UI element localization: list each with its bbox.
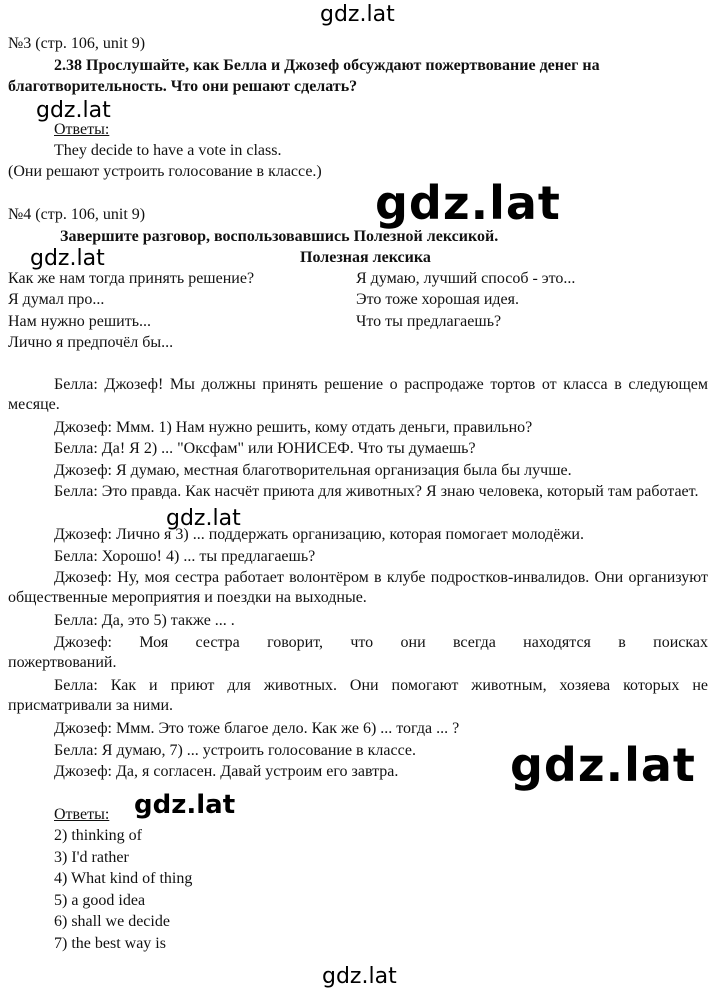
answer-item: 3) I'd rather bbox=[54, 849, 129, 866]
useful-right-1: Я думаю, лучший способ - это... bbox=[356, 270, 576, 287]
ex3-answer-ru: (Они решают устроить голосование в классе.) bbox=[8, 163, 322, 180]
dialogue-line-4: Джозеф: Я думаю, местная благотворительная организация была бы лучше. bbox=[54, 462, 572, 479]
dialogue-line-10: Джозеф: Моя сестра говорит, что они всегда находятся в поисках пожертвований. bbox=[8, 634, 708, 671]
useful-left-1: Как же нам тогда принять решение? bbox=[8, 270, 255, 287]
ex3-header: №3 (стр. 106, unit 9) bbox=[8, 35, 146, 52]
useful-right-3: Что ты предлагаешь? bbox=[356, 313, 502, 330]
watermark-left-1: gdz.lat bbox=[36, 98, 111, 123]
useful-left-4: Лично я предпочёл бы... bbox=[8, 334, 174, 351]
useful-right-2: Это тоже хорошая идея. bbox=[356, 291, 520, 308]
ex3-task-line1: 2.38 Прослушайте, как Белла и Джозеф обсуждают пожертвование денег на bbox=[54, 57, 600, 74]
useful-left-2: Я думал про... bbox=[8, 291, 105, 308]
watermark-big-1: gdz.lat bbox=[375, 176, 561, 230]
answer-item: 5) a good idea bbox=[54, 892, 146, 909]
watermark-mid: gdz.lat bbox=[166, 506, 241, 531]
ex3-task-line2: благотворительность. Что они решают сделать? bbox=[8, 78, 358, 95]
watermark-left-2: gdz.lat bbox=[30, 246, 105, 271]
useful-left-3: Нам нужно решить... bbox=[8, 313, 152, 330]
ex3-answers-label: Ответы: bbox=[54, 121, 110, 138]
useful-vocab-title: Полезная лексика bbox=[300, 249, 431, 266]
dialogue-line-8: Джозеф: Ну, моя сестра работает волонтёром в клубе подростков-инвалидов. Они организуют общественные мероприятия и поездки на выходные. bbox=[8, 569, 708, 606]
ex4-task: Завершите разговор, воспользовавшись Полезной лексикой. bbox=[60, 228, 499, 245]
watermark-top: gdz.lat bbox=[320, 2, 395, 27]
ex4-answers-label: Ответы: bbox=[54, 806, 110, 823]
ex4-header: №4 (стр. 106, unit 9) bbox=[8, 206, 146, 223]
dialogue-line-7: Белла: Хорошо! 4) ... ты предлагаешь? bbox=[54, 548, 316, 565]
watermark-big-2: gdz.lat bbox=[510, 738, 696, 792]
dialogue-line-6: Джозеф: Лично я 3) ... поддержать организацию, которая помогает молодёжи. bbox=[54, 526, 584, 543]
dialogue-line-2: Джозеф: Ммм. 1) Нам нужно решить, кому отдать деньги, правильно? bbox=[54, 419, 533, 436]
answer-item: 6) shall we decide bbox=[54, 913, 170, 930]
dialogue-line-14: Джозеф: Да, я согласен. Давай устроим его завтра. bbox=[54, 763, 399, 780]
dialogue-line-13: Белла: Я думаю, 7) ... устроить голосование в классе. bbox=[54, 742, 416, 759]
dialogue-line-9: Белла: Да, это 5) также ... . bbox=[54, 612, 235, 629]
answer-item: 7) the best way is bbox=[54, 935, 166, 952]
answer-item: 4) What kind of thing bbox=[54, 870, 193, 887]
dialogue-line-1: Белла: Джозеф! Мы должны принять решение о распродаже тортов от класса в следующем месяце. bbox=[8, 376, 708, 413]
dialogue-line-3: Белла: Да! Я 2) ... "Оксфам" или ЮНИСЕФ. Что ты думаешь? bbox=[54, 440, 476, 457]
ex3-answer-en: They decide to have a vote in class. bbox=[54, 142, 282, 159]
answer-item: 2) thinking of bbox=[54, 827, 142, 844]
watermark-answers: gdz.lat bbox=[134, 790, 236, 820]
dialogue-line-11: Белла: Как и приют для животных. Они помогают животным, хозяева которых не присматривали за ними. bbox=[8, 677, 708, 714]
dialogue-line-5: Белла: Это правда. Как насчёт приюта для животных? Я знаю человека, который там работает. bbox=[54, 483, 699, 500]
dialogue-line-12: Джозеф: Ммм. Это тоже благое дело. Как же 6) ... тогда ... ? bbox=[54, 720, 460, 737]
watermark-bottom: gdz.lat bbox=[322, 964, 397, 989]
